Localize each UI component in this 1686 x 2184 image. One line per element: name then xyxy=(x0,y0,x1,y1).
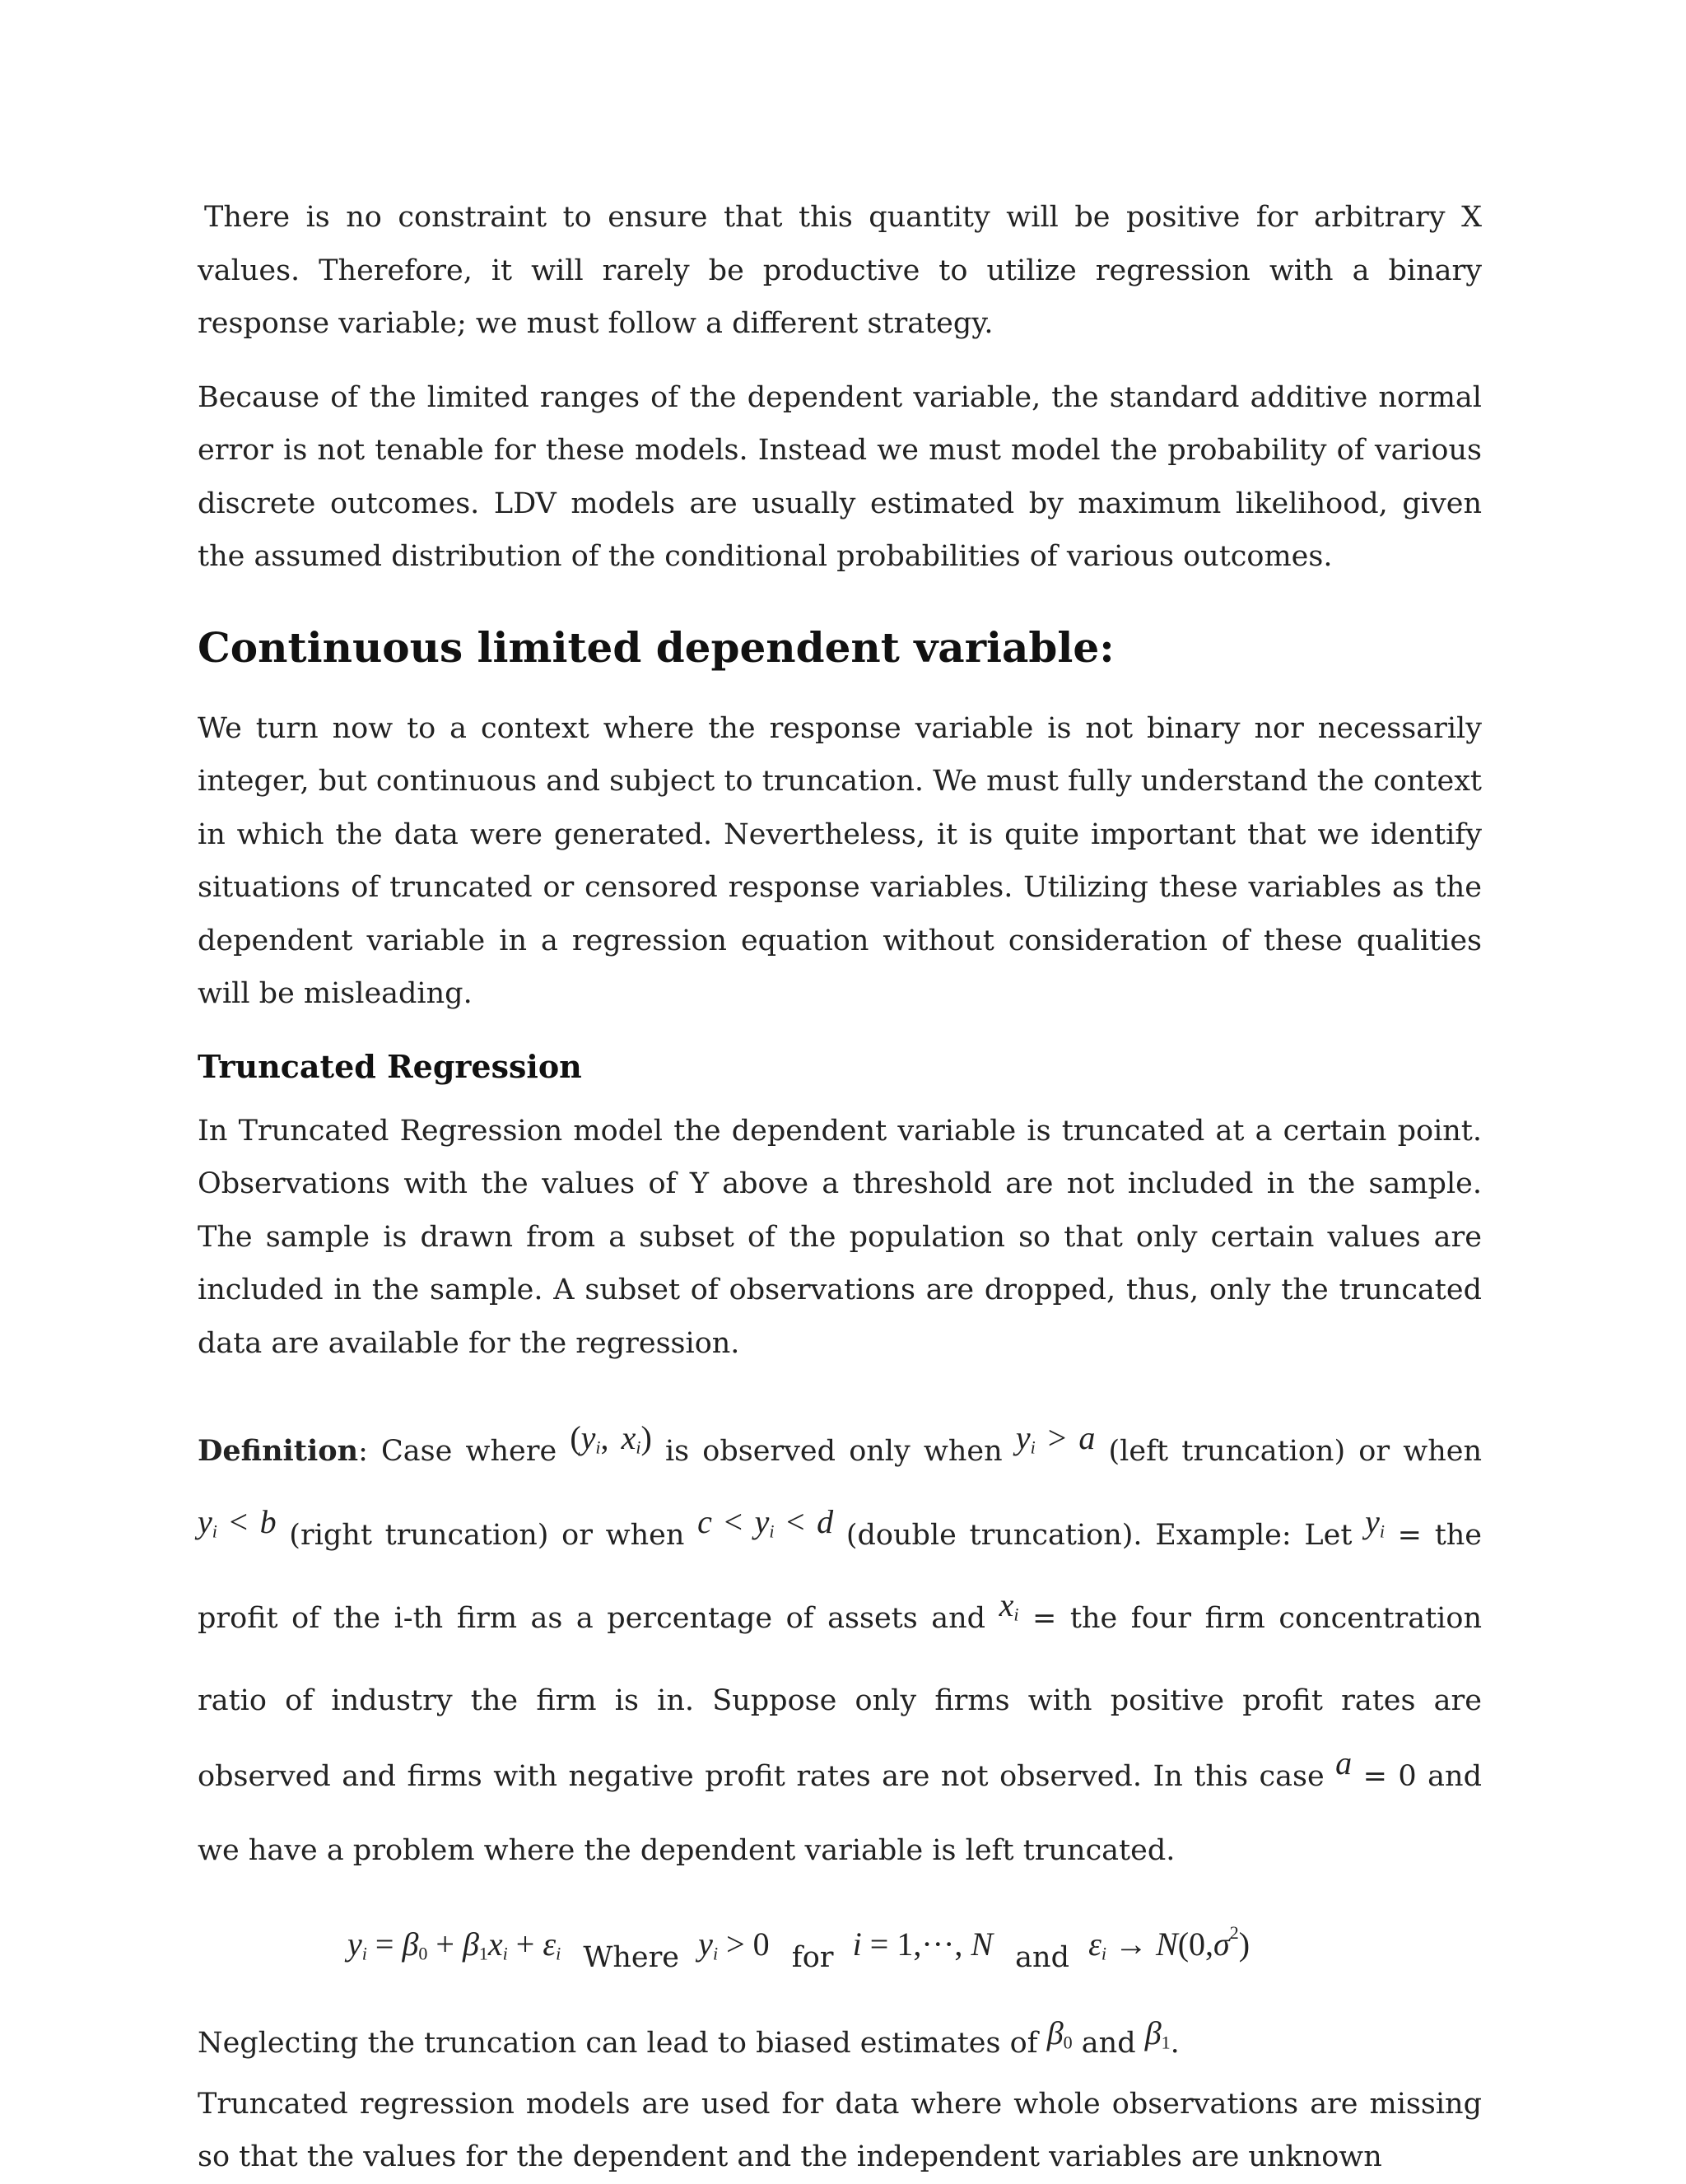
math-beta-0: $\beta_0$ xyxy=(1046,2014,1073,2053)
math-y-i: $y_i$ xyxy=(1365,1502,1385,1541)
paragraph-truncated-models-usage: Truncated regression models are used for data where whole observations are missing so that the values for the dependent and the independent variables are unknown xyxy=(198,2087,1482,2174)
paragraph-limited-ranges: Because of the limited ranges of the dependent variable, the standard additive normal error is not tenable for these models. Instead we must model the probability of various discrete outcomes. LDV models are usually estimated by maximum likelihood, given the assumed distribution of the conditional probabilities of various outcomes. xyxy=(198,380,1482,573)
definition-label: Definition xyxy=(198,1434,359,1468)
paragraph-binary-constraint: There is no constraint to ensure that this quantity will be positive for arbitrary X values. Therefore, it will rarely be productive to utilize regression with a binary response variable; we must follow a different strategy. xyxy=(198,201,1482,340)
math-x-i: $x_i$ xyxy=(999,1586,1019,1625)
heading-continuous-ldv: Continuous limited dependent variable: xyxy=(198,622,1115,672)
paragraph-neglecting-truncation: Neglecting the truncation can lead to biased estimates of $\beta_0$ and $\beta_1$. xyxy=(198,2014,1180,2060)
paragraph-definition: Definition: Case where ($y_i$, $x_i$) is observed only when $y_i > a$ (left truncation) or when $y_i < b$ (right truncation) or when $c < y_i < d$ (double truncation). Example: Let $y_i$ = the profit of the i-th firm as a percentage of assets and $x_i$ = the four firm concentration ratio of industry the firm is in. Suppose only firms with positive profit rates are observed and firms with negative profit rates are not observed. In this case a = 0 and we have a problem where the dependent variable is left truncated. xyxy=(198,1419,1483,1867)
paragraph-truncated-regression: In Truncated Regression model the dependent variable is truncated at a certain point. Observations with the values of Y above a threshold are not included in the sample. The sample is drawn from a subset of the population so that only certain values are included in the sample. A subset of observations are dropped, thus, only the truncated data are available for the regression. xyxy=(198,1114,1482,1360)
word-and: and xyxy=(1015,1941,1069,1975)
math-a: a xyxy=(1335,1744,1353,1781)
word-for: for xyxy=(791,1941,834,1975)
math-beta-1: $\beta_1$ xyxy=(1144,2014,1171,2053)
math-c-y-d: $c < y_i < d$ xyxy=(697,1502,834,1541)
word-where: Where xyxy=(583,1941,680,1975)
math-error-distribution: $\varepsilon_i \to N(0,\sigma^2)$ xyxy=(1088,1922,1251,1964)
math-yx-pair: ($y_i$, $x_i$) xyxy=(570,1419,652,1458)
regression-equation xyxy=(347,1912,1482,1982)
math-y-positive: $y_i > 0$ xyxy=(698,1926,770,1964)
paragraph-truncation-context: We turn now to a context where the response variable is not binary nor necessarily integer, but continuous and subject to truncation. We must fully understand the context in which the data were generated. Nevertheless, it is quite important that we identify situations of truncated or censored response variables. Utilizing these variables as the dependent variable in a regression equation without consideration of these qualities will be misleading. xyxy=(198,711,1482,1010)
heading-truncated-regression: Truncated Regression xyxy=(198,1047,582,1085)
math-regression-model: $y_i = \beta_0 + \beta_1x_i + \varepsilon_i$ xyxy=(347,1926,561,1964)
document-page xyxy=(198,191,1482,2184)
math-index-range: i = 1,···, N xyxy=(852,1926,994,1963)
math-y-lt-b: $y_i < b$ xyxy=(198,1502,277,1541)
math-y-gt-a: $y_i > a$ xyxy=(1015,1419,1096,1458)
